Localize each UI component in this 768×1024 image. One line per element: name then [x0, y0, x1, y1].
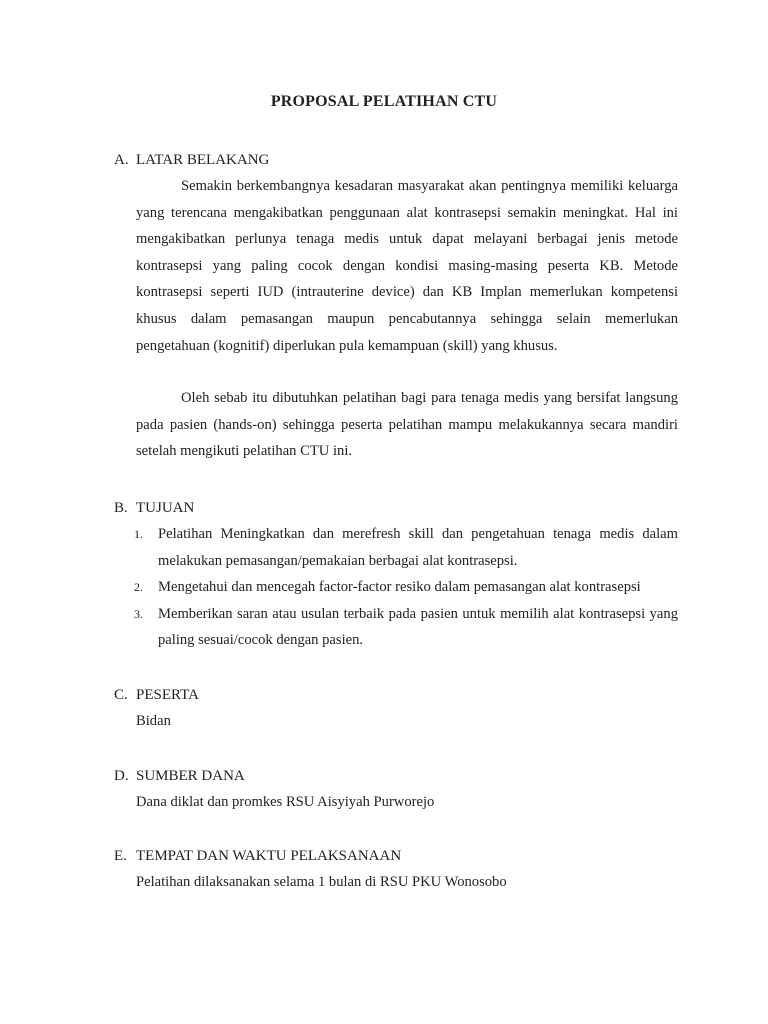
list-item-text: Pelatihan Meningkatkan dan merefresh skill dan pengetahuan tenaga medis dalam melakukan pemasangan/pemakaian berbagai alat kontrasepsi. [158, 526, 678, 569]
goals-list [114, 521, 678, 654]
section-letter: E. [114, 848, 127, 864]
section-letter: A. [114, 152, 129, 168]
section-heading [114, 149, 678, 171]
list-number: 1. [134, 527, 143, 541]
section-heading [114, 845, 678, 867]
list-item-text: Memberikan saran atau usulan terbaik pada pasien untuk memilih alat kontrasepsi yang paling sesuai/cocok dengan pasien. [158, 605, 678, 649]
section-tempat-waktu [114, 845, 678, 895]
paragraph: Semakin berkembangnya kesadaran masyarakat akan pentingnya memiliki keluarga yang terencana mengakibatkan penggunaan alat kontrasepsi semakin meningkat. Hal ini mengakibatkan perlunya tenaga medis untuk dapat melayani berbagai jenis metode kontrasepsi yang paling cocok dengan kondisi masing-masing peserta KB. Metode kontrasepsi seperti IUD (intrauterine device) dan KB Implan memerlukan kompetensi khusus dalam pemasangan maupun pencabutannya sehingga selain memerlukan pengetahuan (kognitif) diperlukan pula kemampuan (skill) yang khusus. [136, 178, 678, 354]
section-text: Pelatihan dilaksanakan selama 1 bulan di RSU PKU Wonosobo [136, 874, 507, 890]
section-heading [114, 684, 678, 706]
document-title: PROPOSAL PELATIHAN CTU [270, 93, 498, 110]
section-latar-belakang [114, 149, 678, 465]
section-letter: D. [114, 768, 129, 784]
list-item-text: Mengetahui dan mencegah factor-factor resiko dalam pemasangan alat kontrasepsi [158, 579, 641, 596]
section-title: TUJUAN [136, 500, 195, 516]
section-title: TEMPAT DAN WAKTU PELAKSANAAN [136, 848, 402, 864]
section-peserta [114, 684, 678, 734]
section-sumber-dana [114, 765, 678, 815]
section-title: SUMBER DANA [136, 768, 245, 784]
paragraph: Oleh sebab itu dibutuhkan pelatihan bagi para tenaga medis yang bersifat langsung pada pasien (hands-on) sehingga peserta pelatihan mampu melakukannya secara mandiri setelah mengikuti pelatihan CTU ini. [136, 390, 678, 460]
section-text: Bidan [136, 713, 171, 729]
list-number: 3. [134, 606, 143, 621]
section-title: LATAR BELAKANG [136, 152, 270, 168]
list-item [114, 521, 678, 574]
section-heading [114, 497, 678, 519]
section-tujuan [114, 497, 678, 654]
section-text: Dana diklat dan promkes RSU Aisyiyah Purworejo [136, 794, 435, 810]
section-title: PESERTA [136, 687, 199, 703]
list-number: 2. [134, 580, 143, 595]
section-heading [114, 765, 678, 787]
list-item [114, 574, 678, 601]
section-letter: B. [114, 500, 128, 516]
list-item [114, 601, 678, 654]
section-letter: C. [114, 687, 128, 703]
